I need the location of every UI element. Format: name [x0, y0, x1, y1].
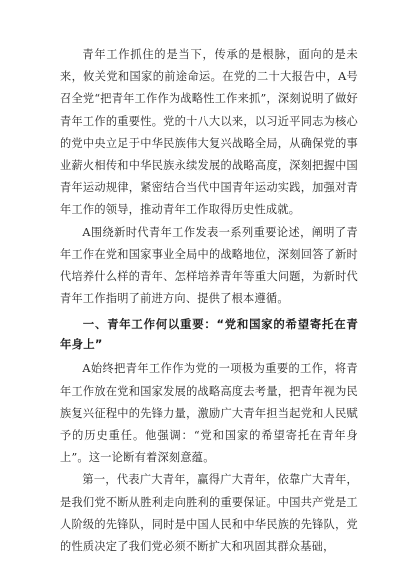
section-heading-1: 一、青年工作何以重要：“党和国家的希望寄托在青年身上” [60, 317, 358, 352]
paragraph-summary: A围绕新时代青年工作发表一系列重要论述，阐明了青年工作在党和国家事业全局中的战略地位，深刻回答了新时代培养什么样的青年、怎样培养青年等重大问题，为新时代青年工作指明了前进方向、提供了根本遵循。 [60, 225, 358, 306]
document-body [60, 44, 358, 558]
paragraph-section-1-point-1: 第一，代表广大青年，赢得广大青年，依靠广大青年，是我们党不断从胜利走向胜利的重要保证。中国共产党是工人阶级的先锋队，同时是中国人民和中华民族的先锋队，党的性质决定了我们党必须不断扩大和巩固其群众基础， [60, 473, 358, 554]
paragraph-section-1-intro: A始终把青年工作作为党的一项极为重要的工作，将青年工作放在党和国家发展的战略高度去考量，把青年视为民族复兴征程中的先锋力量，激励广大青年担当起党和人民赋予的历史重任。他强调：“党和国家的希望寄托在青年身上”。这一论断有着深刻意蕴。 [60, 362, 358, 465]
paragraph-intro: 青年工作抓住的是当下，传承的是根脉，面向的是未来，攸关党和国家的前途命运。在党的二十大报告中，A号召全党“把青年工作作为战略性工作来抓”，深刻说明了做好青年工作的重要性。党的十八大以来，以习近平同志为核心的党中央立足于中华民族伟大复兴战略全局，从确保党的事业薪火相传和中华民族永续发展的战略高度，深刻把握中国青年运动规律，紧密结合当代中国青年运动实践，加强对青年工作的领导，推动青年工作取得历史性成就。 [60, 48, 358, 217]
